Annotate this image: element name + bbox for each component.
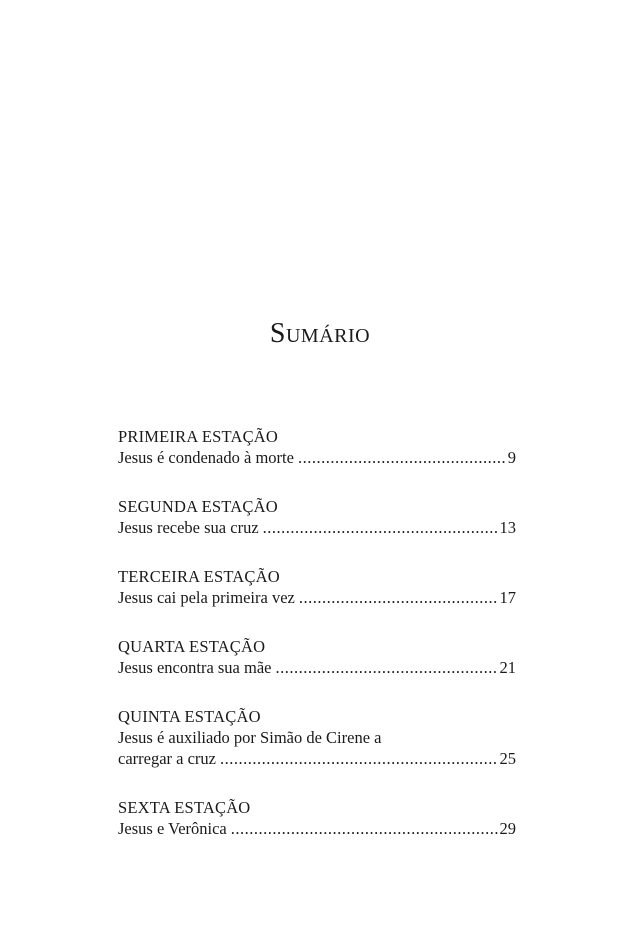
page-number: 25 [499, 749, 516, 768]
chapter-title: Jesus recebe sua cruz [118, 518, 259, 537]
station-heading: QUARTA ESTAÇÃO [118, 637, 266, 656]
toc-line[interactable] [118, 748, 516, 769]
page-number: 29 [499, 819, 516, 838]
chapter-title: carregar a cruz [118, 749, 216, 768]
chapter-title: Jesus e Verônica [118, 819, 227, 838]
station-heading: SEXTA ESTAÇÃO [118, 798, 251, 817]
toc-line[interactable] [118, 587, 516, 608]
chapter-title: Jesus cai pela primeira vez [118, 588, 295, 607]
chapter-title-line-1: Jesus é auxiliado por Simão de Cirene a [118, 728, 382, 747]
toc-entry-3 [118, 566, 516, 608]
toc-entry-2 [118, 496, 516, 538]
dot-leader [263, 517, 498, 538]
dot-leader [276, 657, 498, 678]
toc-entry-6 [118, 797, 516, 839]
dot-leader [220, 748, 498, 769]
toc-line[interactable] [118, 657, 516, 678]
chapter-title: Jesus é condenado à morte [118, 448, 294, 467]
station-heading: QUINTA ESTAÇÃO [118, 707, 261, 726]
toc-line[interactable] [118, 517, 516, 538]
page-number: 9 [507, 448, 516, 467]
toc-line[interactable] [118, 818, 516, 839]
toc-entry-4 [118, 636, 516, 678]
toc-line[interactable] [118, 447, 516, 468]
dot-leader [231, 818, 498, 839]
dot-leader [298, 447, 506, 468]
station-heading: PRIMEIRA ESTAÇÃO [118, 427, 279, 446]
chapter-title: Jesus encontra sua mãe [118, 658, 272, 677]
toc-entry-5 [118, 706, 516, 769]
station-heading: SEGUNDA ESTAÇÃO [118, 497, 278, 516]
page-number: 17 [499, 588, 516, 607]
page-title: Sumário [269, 318, 371, 349]
station-heading: TERCEIRA ESTAÇÃO [118, 567, 280, 586]
toc-entry-1 [118, 426, 516, 468]
page-number: 21 [499, 658, 516, 677]
page-number: 13 [499, 518, 516, 537]
dot-leader [299, 587, 498, 608]
table-of-contents [118, 426, 516, 867]
